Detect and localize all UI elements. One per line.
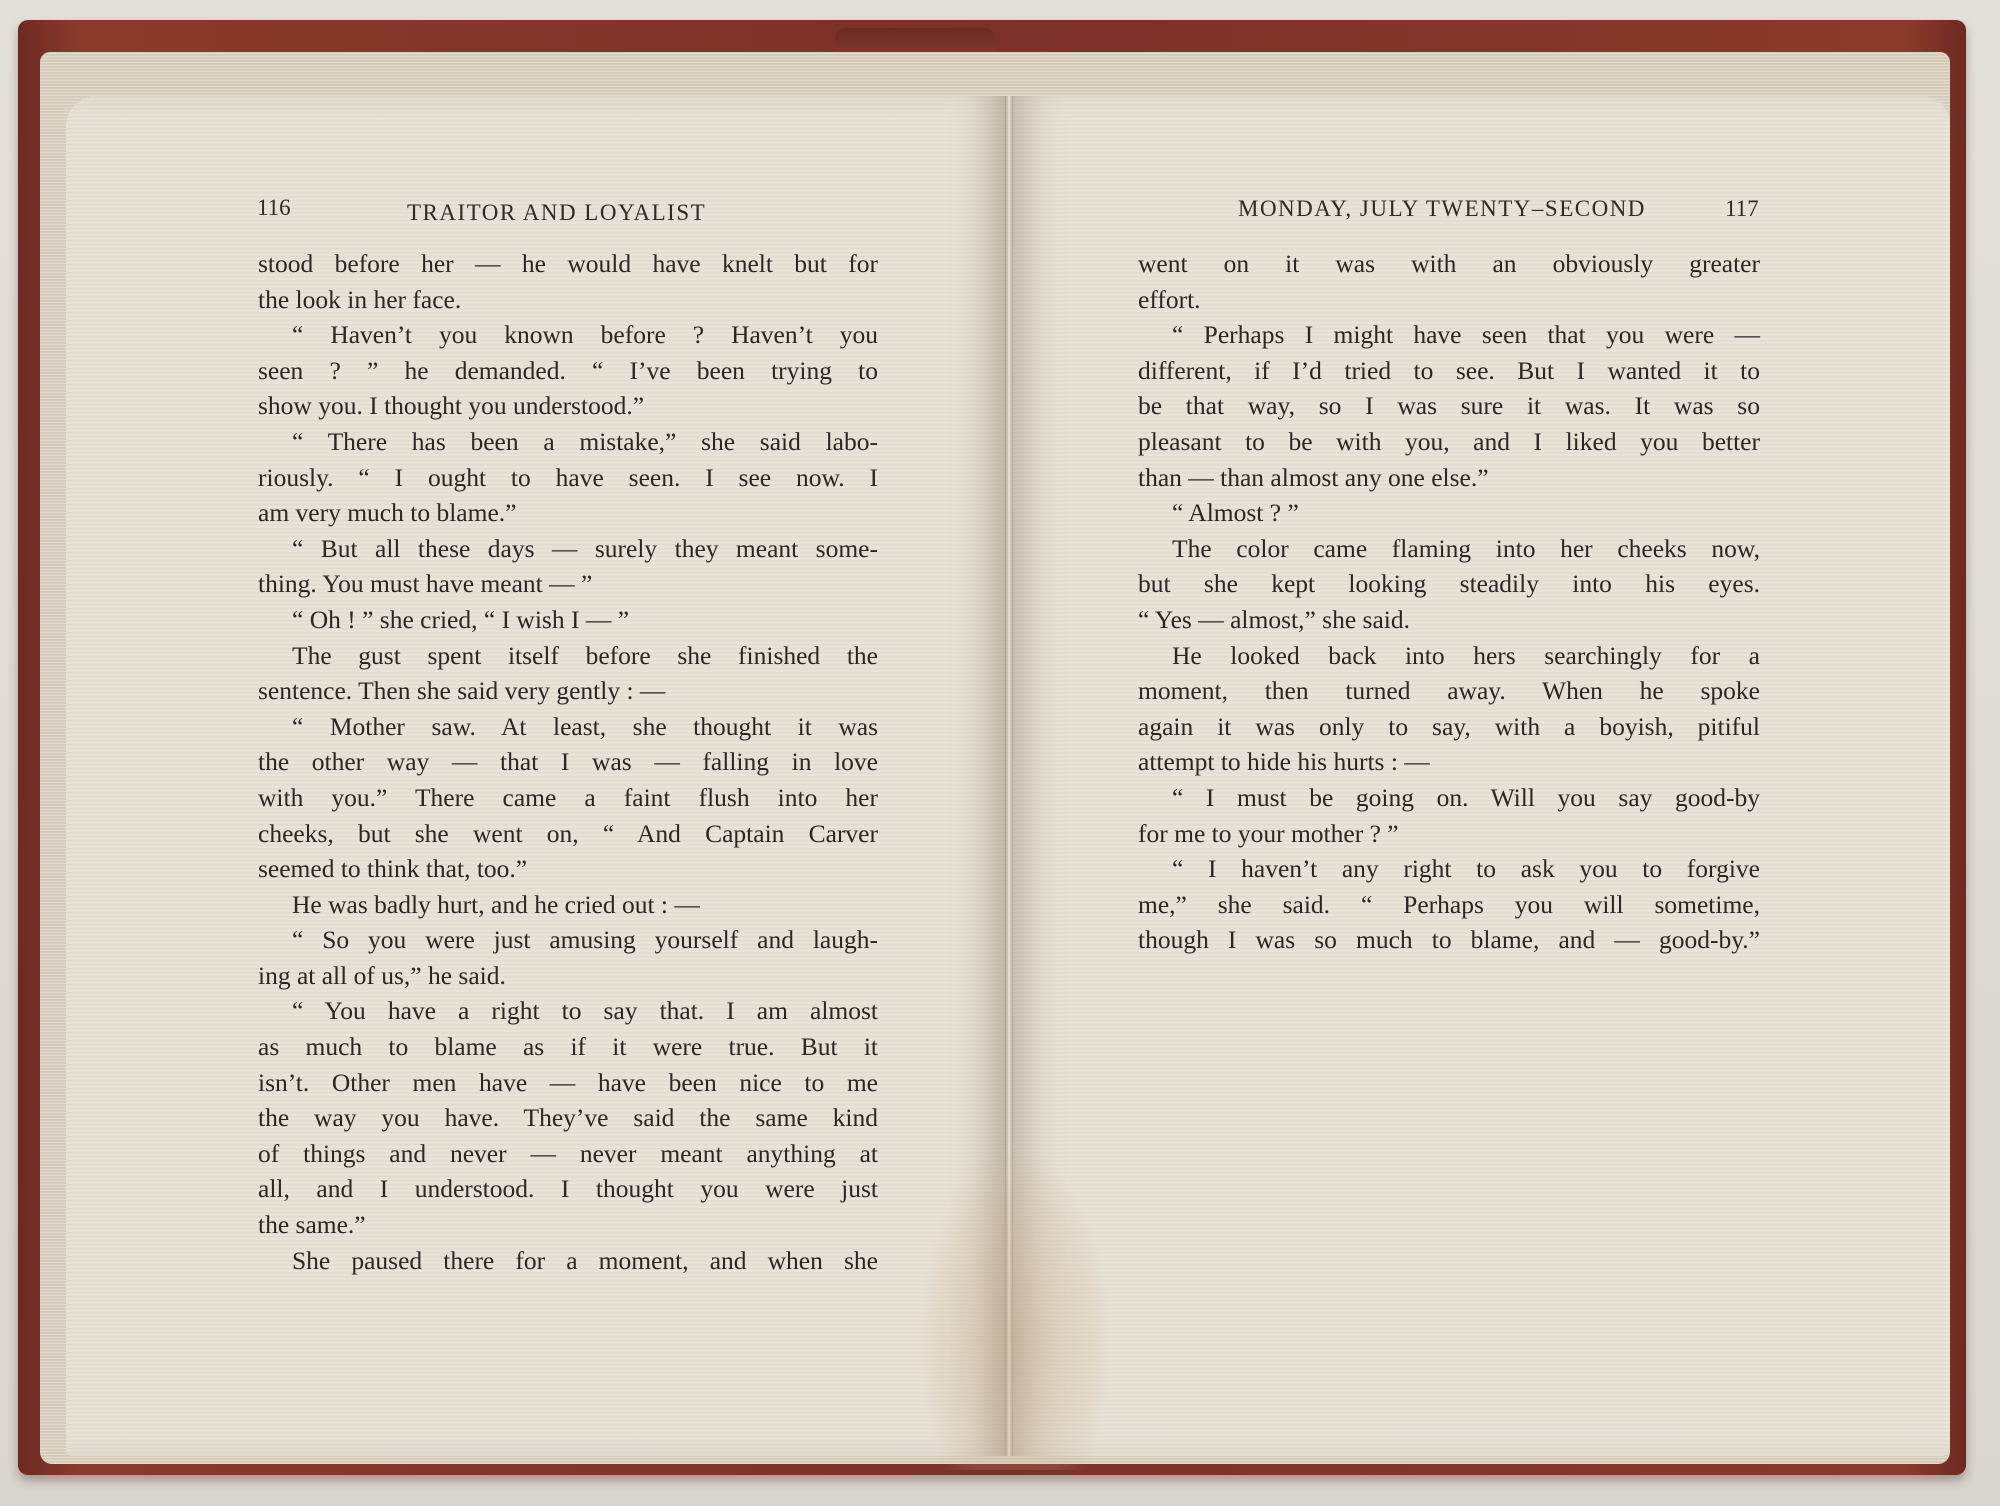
text-line: “ But all these days — surely they meant some- [292,533,878,563]
text-line: seemed to think that, too.” [258,854,528,884]
text-line: again it was only to say, with a boyish, pitiful [1138,711,1760,741]
text-line: than — than almost any one else.” [1138,462,1489,492]
text-line: “ Yes — almost,” she said. [1138,604,1410,634]
text-line: cheeks, but she went on, “ And Captain Carver [258,818,878,848]
text-line: moment, then turned away. When he spoke [1138,676,1760,706]
text-line: me,” she said. “ Perhaps you will sometime, [1138,889,1760,919]
text-line: “ I must be going on. Will you say good-by [1172,782,1760,812]
text-line: “ There has been a mistake,” she said labo- [292,426,878,456]
text-line: pleasant to be with you, and I liked you better [1138,426,1760,456]
text-line: The color came flaming into her cheeks now, [1172,533,1760,563]
right-page-number: 117 [1725,196,1759,221]
text-line: She paused there for a moment, and when she [292,1245,878,1275]
text-line: “ You have a right to say that. I am almost [292,996,878,1026]
text-line: riously. “ I ought to have seen. I see now. I [258,462,878,492]
text-line: went on it was with an obviously greater [1138,249,1760,278]
left-running-head: TRAITOR AND LOYALIST [407,200,707,225]
text-line: thing. You must have meant — ” [258,569,593,599]
text-line: stood before her — he would have knelt but for [258,249,878,278]
text-line: “ Oh ! ” she cried, “ I wish I — ” [292,604,630,634]
text-line: for me to your mother ? ” [1138,818,1399,848]
text-line: ing at all of us,” he said. [258,960,506,990]
text-line: all, and I understood. I thought you were just [258,1174,878,1204]
left-page-body [258,246,878,1278]
text-line: effort. [1138,284,1201,314]
text-line: He looked back into hers searchingly for a [1172,640,1760,670]
text-line: show you. I thought you understood.” [258,391,645,421]
text-line: isn’t. Other men have — have been nice to me [258,1067,878,1097]
text-line: of things and never — never meant anything at [258,1138,878,1168]
text-line: attempt to hide his hurts : — [1138,747,1430,777]
text-line: “ Almost ? ” [1172,498,1299,528]
text-line: as much to blame as if it were true. But it [258,1032,878,1062]
text-line: “ So you were just amusing yourself and laugh- [292,925,878,955]
text-line: different, if I’d tried to see. But I wanted it to [1138,355,1760,385]
text-line: He was badly hurt, and he cried out : — [292,889,700,919]
text-line: though I was so much to blame, and — good-by.” [1138,925,1760,955]
text-line: the other way — that I was — falling in love [258,747,878,777]
right-running-head: MONDAY, JULY TWENTY–SECOND [1238,196,1646,221]
text-line: the look in her face. [258,284,462,314]
water-stain [920,1150,1110,1470]
right-page-body [1138,246,1760,958]
text-line: sentence. Then she said very gently : — [258,676,666,706]
text-line: but she kept looking steadily into his eyes. [1138,569,1760,599]
text-line: am very much to blame.” [258,498,517,528]
text-line: “ I haven’t any right to ask you to forgive [1172,854,1760,884]
text-line: the way you have. They’ve said the same kind [258,1103,878,1133]
text-line: “ Mother saw. At least, she thought it was [292,711,878,741]
text-line: “ Haven’t you known before ? Haven’t you [292,320,878,350]
text-line: be that way, so I was sure it was. It was so [1138,391,1760,421]
text-line: with you.” There came a faint flush into her [258,782,878,812]
text-line: seen ? ” he demanded. “ I’ve been trying to [258,355,878,385]
text-line: The gust spent itself before she finished the [292,640,878,670]
left-page-number: 116 [257,195,291,220]
text-line: the same.” [258,1210,366,1240]
text-line: “ Perhaps I might have seen that you were — [1172,320,1760,350]
